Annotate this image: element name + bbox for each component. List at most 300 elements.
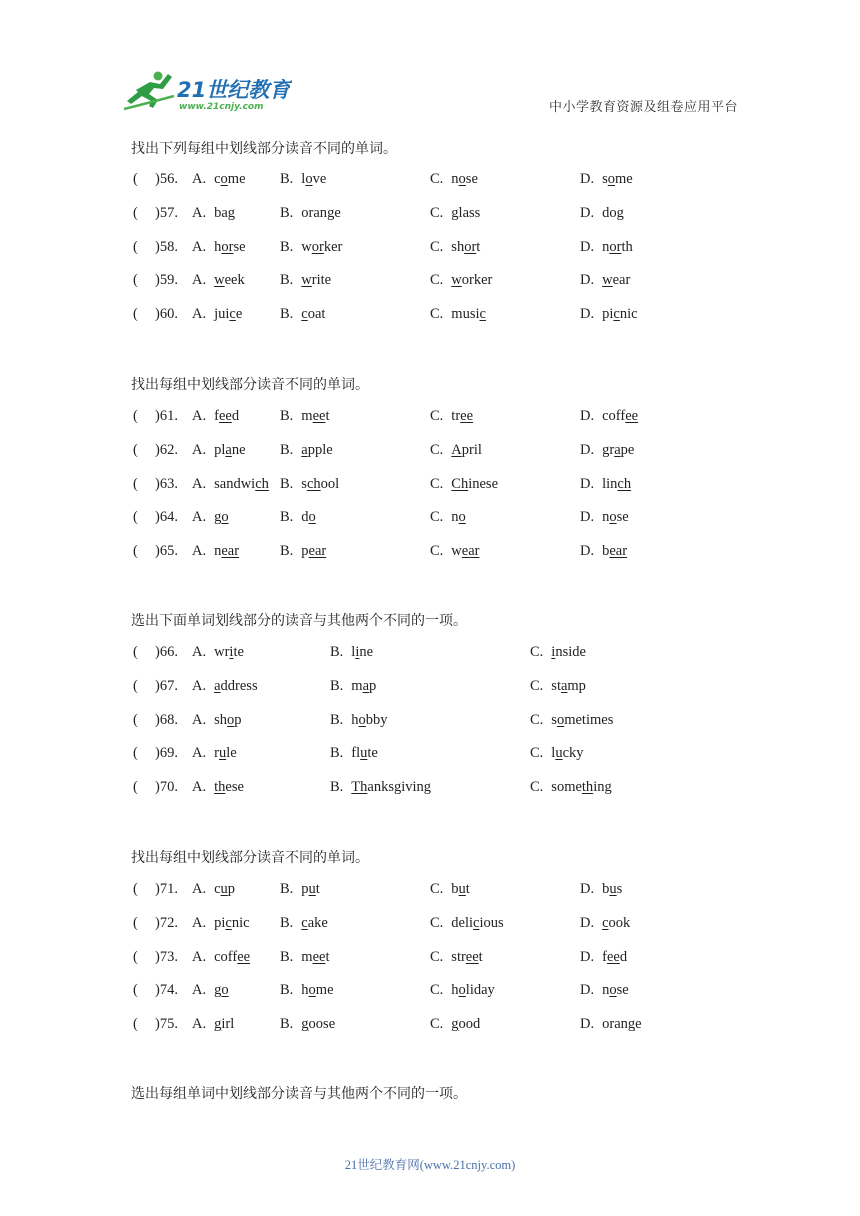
underlined-letters: u [609, 881, 617, 897]
option-b[interactable] [330, 745, 378, 762]
word-prefix: s [301, 475, 307, 492]
option-letter: C. [430, 948, 444, 965]
option-b[interactable] [280, 239, 342, 256]
option-c[interactable] [430, 272, 492, 289]
word-prefix: pi [602, 306, 614, 323]
question-row [133, 239, 773, 259]
underlined-letters: o [458, 509, 466, 526]
option-word [214, 949, 250, 965]
option-a[interactable] [192, 881, 235, 898]
option-b[interactable] [280, 1016, 335, 1033]
option-letter: B. [330, 677, 344, 694]
option-c[interactable] [530, 745, 584, 762]
option-c[interactable] [430, 949, 483, 966]
word-suffix: metimes [564, 711, 614, 728]
option-word [301, 442, 332, 458]
option-word [351, 712, 387, 728]
word-suffix: ious [479, 914, 504, 931]
option-b[interactable] [280, 306, 325, 323]
option-word [451, 476, 498, 492]
option-word [214, 408, 239, 424]
word-suffix: p [227, 881, 236, 897]
option-c[interactable] [430, 915, 504, 932]
word-suffix: se [616, 982, 629, 999]
underlined-letters: th [214, 779, 226, 796]
option-letter: B. [280, 238, 294, 255]
answer-blank[interactable]: ( [133, 475, 138, 492]
option-d[interactable] [580, 949, 627, 966]
option-b[interactable] [280, 476, 339, 493]
option-a[interactable] [192, 644, 244, 661]
answer-blank[interactable]: ( [133, 408, 138, 424]
answer-blank[interactable]: ( [133, 509, 138, 526]
option-a[interactable] [192, 915, 250, 932]
option-b[interactable] [280, 982, 334, 999]
word-prefix: oran [602, 1016, 628, 1033]
underlined-letters: w [214, 272, 225, 289]
word-suffix: ing [593, 779, 612, 796]
option-d[interactable] [580, 239, 633, 256]
option-word [214, 509, 229, 525]
option-letter: B. [280, 171, 294, 187]
word-prefix: n [451, 509, 459, 526]
option-letter: D. [580, 475, 595, 492]
option-word [214, 272, 245, 288]
option-c[interactable] [530, 644, 586, 661]
option-word [451, 205, 480, 221]
word-suffix: anksgiving [367, 779, 432, 796]
option-d[interactable] [580, 543, 627, 560]
option-letter: B. [280, 1016, 294, 1033]
option-a[interactable] [192, 712, 242, 729]
option-word [602, 476, 631, 492]
word-prefix: lin [602, 475, 618, 492]
option-a[interactable] [192, 205, 235, 222]
option-word [214, 881, 235, 897]
answer-blank[interactable]: ( [133, 779, 138, 796]
word-prefix: p [301, 543, 309, 560]
option-word [214, 915, 249, 931]
word-suffix: oat [307, 306, 326, 323]
option-b[interactable] [280, 442, 333, 459]
word-prefix: n [602, 238, 610, 255]
option-word [602, 915, 630, 931]
option-word [451, 915, 503, 931]
option-word [301, 306, 325, 322]
underlined-letters: o [227, 711, 235, 728]
underlined-letters: a [214, 677, 221, 694]
underlined-letters: ch [255, 475, 269, 492]
option-letter: C. [430, 306, 444, 323]
word-prefix: sh [214, 711, 228, 728]
option-word [451, 543, 479, 559]
option-letter: A. [192, 475, 207, 492]
underlined-letters: o [609, 982, 617, 999]
underlined-letters: o [556, 711, 565, 728]
option-word [301, 915, 328, 931]
option-letter: A. [192, 1016, 207, 1033]
underlined-letters: a [301, 441, 308, 458]
option-c[interactable] [530, 779, 612, 796]
option-a[interactable] [192, 306, 242, 323]
option-b[interactable] [280, 509, 316, 526]
option-letter: B. [280, 509, 294, 526]
option-word [301, 881, 320, 897]
question-number: )67. [155, 677, 178, 694]
word-prefix: n [214, 543, 222, 560]
word-prefix: b [451, 881, 459, 897]
answer-blank[interactable]: ( [133, 272, 138, 289]
option-b[interactable] [330, 678, 376, 695]
option-d[interactable] [580, 915, 630, 932]
question-row [133, 745, 773, 765]
option-a[interactable] [192, 1016, 234, 1033]
question-row [133, 644, 773, 664]
underlined-letters: a [614, 441, 621, 458]
question-row [133, 779, 773, 799]
option-word [551, 678, 586, 694]
word-prefix: b [602, 543, 610, 560]
word-suffix: me [227, 171, 246, 187]
option-word [301, 171, 326, 187]
word-prefix: w [301, 238, 312, 255]
section-instruction: 找出下列每组中划线部分读音不同的单词。 [131, 141, 397, 157]
section-instruction: 找出每组中划线部分读音不同的单词。 [131, 377, 369, 393]
answer-blank[interactable]: ( [133, 171, 138, 187]
answer-blank[interactable]: ( [133, 238, 138, 255]
underlined-letters: o [458, 982, 466, 999]
option-letter: D. [580, 509, 595, 526]
word-prefix: oran [301, 204, 328, 221]
word-suffix: nside [555, 644, 586, 660]
option-letter: D. [580, 982, 595, 999]
underlined-letters: u [458, 881, 466, 897]
word-suffix: nic [619, 306, 638, 323]
underlined-letters: c [602, 914, 609, 931]
question-number: )62. [155, 441, 178, 458]
option-letter: A. [192, 644, 207, 660]
option-word [551, 712, 613, 728]
option-d[interactable] [580, 982, 629, 999]
answer-blank[interactable]: ( [133, 543, 138, 560]
underlined-letters: g [616, 204, 624, 221]
option-a[interactable] [192, 272, 245, 289]
underlined-letters: c [229, 306, 236, 323]
underlined-letters: a [225, 441, 232, 458]
answer-blank[interactable]: ( [133, 306, 138, 323]
answer-blank[interactable]: ( [133, 914, 138, 931]
option-d[interactable] [580, 205, 624, 222]
underlined-letters: A [451, 441, 462, 458]
option-b[interactable] [280, 543, 326, 560]
option-b[interactable] [280, 272, 331, 289]
word-prefix: jui [214, 306, 230, 323]
option-b[interactable] [280, 949, 329, 966]
underlined-letters: i [551, 644, 556, 660]
question-row [133, 949, 773, 969]
word-suffix: irl [221, 1016, 235, 1033]
underlined-letters: c [301, 306, 308, 323]
option-word [301, 239, 342, 255]
option-a[interactable] [192, 949, 250, 966]
option-letter: A. [192, 509, 207, 526]
word-prefix: h [351, 711, 359, 728]
word-suffix: ddress [220, 677, 258, 694]
svg-text:21世纪教育: 21世纪教育 [177, 78, 291, 102]
answer-blank[interactable]: ( [133, 441, 138, 458]
option-letter: D. [580, 408, 595, 424]
option-letter: C. [430, 543, 444, 560]
underlined-letters: o [607, 171, 616, 187]
option-word [451, 881, 470, 897]
option-c[interactable] [430, 881, 470, 898]
question-row [133, 543, 773, 563]
word-suffix: ood [458, 1016, 481, 1033]
option-word [214, 543, 239, 559]
question-row [133, 408, 773, 428]
underlined-letters: o [221, 509, 229, 526]
option-word [301, 982, 333, 998]
option-a[interactable] [192, 779, 244, 796]
answer-blank[interactable]: ( [133, 948, 138, 965]
option-b[interactable] [330, 644, 373, 661]
word-suffix: ake [307, 914, 328, 931]
word-prefix: m [301, 408, 313, 424]
option-c[interactable] [430, 205, 480, 222]
underlined-letters: ee [312, 408, 326, 424]
footer-text: 21世纪教育网(www.21cnjy.com) [344, 1158, 516, 1172]
word-suffix: t [325, 948, 330, 965]
option-b[interactable] [280, 915, 328, 932]
option-c[interactable] [430, 171, 478, 188]
option-letter: B. [280, 272, 294, 289]
option-letter: A. [192, 711, 207, 728]
logo [122, 68, 292, 112]
option-b[interactable] [280, 408, 329, 425]
option-c[interactable] [430, 306, 486, 323]
word-suffix: ker [323, 238, 343, 255]
option-letter: C. [430, 171, 444, 187]
underlined-letters: ear [221, 543, 240, 560]
word-suffix: mp [567, 677, 586, 694]
question-row [133, 306, 773, 326]
underlined-letters: or [311, 238, 324, 255]
option-letter: D. [580, 306, 595, 323]
word-suffix: p [234, 711, 242, 728]
underlined-letters: c [301, 914, 308, 931]
option-c[interactable] [430, 408, 473, 425]
option-word [214, 442, 245, 458]
question-row [133, 915, 773, 935]
option-b[interactable] [280, 171, 326, 188]
option-a[interactable] [192, 543, 239, 560]
option-word [301, 272, 331, 288]
option-d[interactable] [580, 272, 630, 289]
option-letter: A. [192, 441, 207, 458]
option-word [602, 205, 624, 221]
underlined-letters: ear [308, 543, 327, 560]
word-prefix: w [451, 543, 462, 560]
question-row [133, 442, 773, 462]
option-c[interactable] [430, 509, 466, 526]
question-row [133, 272, 773, 292]
word-prefix: deli [451, 914, 474, 931]
word-prefix: l [551, 745, 556, 762]
option-letter: C. [430, 441, 444, 458]
option-d[interactable] [580, 442, 634, 459]
option-letter: C. [430, 238, 444, 255]
word-suffix: cky [562, 745, 584, 762]
answer-blank[interactable]: ( [133, 1016, 138, 1033]
option-word [602, 543, 627, 559]
question-number: )59. [155, 272, 178, 289]
option-word [602, 1016, 641, 1032]
word-prefix: s [602, 171, 608, 187]
question-row [133, 982, 773, 1002]
option-letter: A. [192, 779, 207, 796]
word-suffix: bby [365, 711, 388, 728]
answer-blank[interactable]: ( [133, 711, 138, 728]
option-word [214, 745, 237, 761]
option-c[interactable] [430, 543, 479, 560]
underlined-letters: or [221, 238, 234, 255]
question-number: )57. [155, 204, 178, 221]
option-letter: A. [192, 204, 207, 221]
underlined-letters: u [218, 745, 227, 762]
option-b[interactable] [330, 712, 388, 729]
answer-blank[interactable]: ( [133, 881, 138, 897]
option-letter: B. [280, 914, 294, 931]
word-prefix: n [602, 982, 610, 999]
option-c[interactable] [530, 712, 613, 729]
word-prefix: p [301, 881, 309, 897]
word-suffix: s [616, 881, 623, 897]
underlined-letters: ee [465, 948, 479, 965]
question-number: )72. [155, 914, 178, 931]
option-a[interactable] [192, 408, 239, 425]
underlined-letters: Th [351, 779, 368, 796]
underlined-letters: w [451, 272, 462, 289]
section-instruction: 选出下面单词划线部分的读音与其他两个不同的一项。 [131, 613, 467, 629]
word-suffix: inese [468, 475, 499, 492]
word-suffix: th [621, 238, 633, 255]
word-prefix: g [214, 509, 222, 526]
option-b[interactable] [280, 881, 320, 898]
underlined-letters: w [602, 272, 613, 289]
option-d[interactable] [580, 881, 622, 898]
option-c[interactable] [430, 442, 482, 459]
option-word [451, 408, 473, 424]
question-row [133, 171, 773, 191]
option-c[interactable] [430, 1016, 480, 1033]
underlined-letters: c [473, 914, 480, 931]
option-word [602, 509, 629, 525]
option-a[interactable] [192, 678, 258, 695]
option-c[interactable] [530, 678, 586, 695]
option-d[interactable] [580, 1016, 642, 1033]
option-a[interactable] [192, 171, 246, 188]
underlined-letters: c [225, 914, 232, 931]
option-a[interactable] [192, 476, 269, 493]
option-word [301, 949, 329, 965]
option-letter: A. [192, 306, 207, 323]
option-a[interactable] [192, 442, 246, 459]
option-d[interactable] [580, 171, 633, 188]
option-word [602, 442, 634, 458]
option-word [214, 205, 235, 221]
word-prefix: fl [351, 745, 361, 762]
option-word [301, 509, 316, 525]
word-prefix: c [214, 881, 221, 897]
question-number: )69. [155, 745, 178, 762]
underlined-letters: i [355, 644, 360, 660]
option-d[interactable] [580, 408, 638, 425]
option-a[interactable] [192, 509, 229, 526]
option-letter: B. [280, 441, 294, 458]
word-suffix: d [231, 408, 240, 424]
question-row [133, 712, 773, 732]
word-prefix: pi [214, 914, 226, 931]
option-letter: D. [580, 238, 595, 255]
option-d[interactable] [580, 476, 631, 493]
underlined-letters: o [609, 509, 617, 526]
option-b[interactable] [330, 779, 431, 796]
option-a[interactable] [192, 982, 229, 999]
option-a[interactable] [192, 239, 246, 256]
word-prefix: m [351, 677, 363, 694]
question-number: )64. [155, 509, 178, 526]
option-letter: C. [530, 711, 544, 728]
question-number: )75. [155, 1016, 178, 1033]
option-c[interactable] [430, 982, 495, 999]
option-letter: D. [580, 543, 595, 560]
word-suffix: e [235, 306, 243, 323]
option-b[interactable] [280, 205, 341, 222]
underlined-letters: or [464, 238, 477, 255]
underlined-letters: ee [237, 948, 251, 965]
option-letter: A. [192, 272, 207, 289]
option-letter: C. [430, 509, 444, 526]
underlined-letters: ee [625, 408, 639, 424]
option-d[interactable] [580, 509, 629, 526]
option-word [301, 543, 326, 559]
underlined-letters: ee [460, 408, 474, 424]
option-letter: B. [330, 644, 344, 660]
underlined-letters: ch [306, 475, 321, 492]
option-word [602, 306, 637, 322]
option-letter: D. [580, 441, 595, 458]
option-c[interactable] [430, 239, 480, 256]
answer-blank[interactable]: ( [133, 644, 138, 660]
answer-blank[interactable]: ( [133, 982, 138, 999]
option-letter: A. [192, 238, 207, 255]
option-word [214, 239, 245, 255]
word-suffix: pril [461, 441, 482, 458]
option-d[interactable] [580, 306, 638, 323]
answer-blank[interactable]: ( [133, 745, 138, 762]
option-letter: D. [580, 881, 595, 897]
option-word [214, 644, 244, 660]
answer-blank[interactable]: ( [133, 204, 138, 221]
option-a[interactable] [192, 745, 237, 762]
answer-blank[interactable]: ( [133, 677, 138, 694]
option-word [214, 1016, 234, 1032]
underlined-letters: c [479, 306, 486, 323]
option-c[interactable] [430, 476, 498, 493]
option-letter: A. [192, 171, 207, 187]
option-word [551, 779, 611, 795]
option-word [602, 982, 629, 998]
